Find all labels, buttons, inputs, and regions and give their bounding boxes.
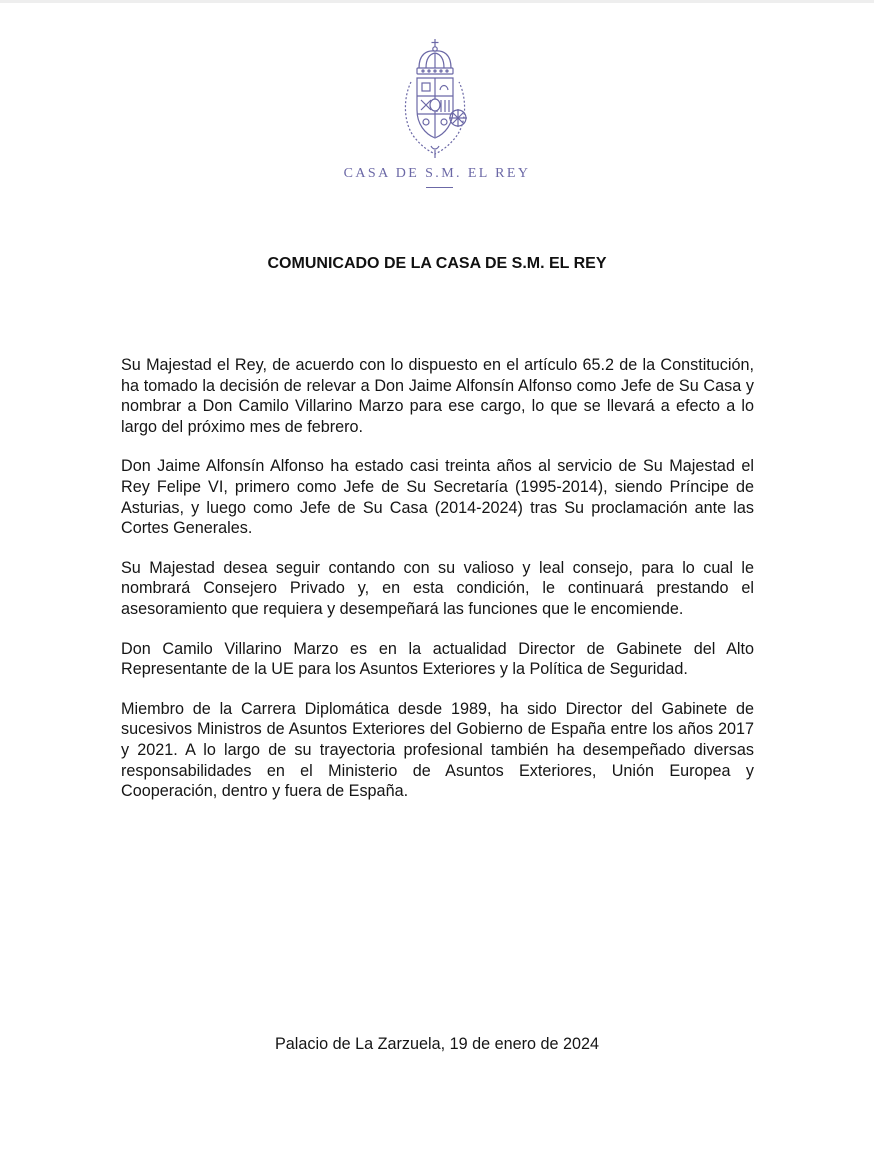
- document-body: [121, 355, 754, 821]
- paragraph-appointment: Su Majestad el Rey, de acuerdo con lo dispuesto en el artículo 65.2 de la Constitución, ha tomado la decisión de relevar a Don Jaime Alfonsín Alfonso como Jefe de Su Casa y nombrar a Don Camilo Villarino Marzo para ese cargo, lo que se llevará a efecto a lo largo del próximo mes de febrero.: [121, 356, 754, 436]
- royal-coat-of-arms-icon: [397, 38, 473, 160]
- house-name-underline: [426, 187, 453, 188]
- document-title: COMUNICADO DE LA CASA DE S.M. EL REY: [267, 255, 607, 272]
- house-name: CASA DE S.M. EL REY: [343, 166, 531, 181]
- paragraph-villarino-career: Miembro de la Carrera Diplomática desde 1989, ha sido Director del Gabinete de sucesivos Ministros de Asuntos Exteriores del Gobierno de España entre los años 2017 y 2021. A lo largo de su trayectoria profesional también ha desempeñado diversas responsabilidades en el Ministerio de Asuntos Exteriores, Unión Europea y Cooperación, dentro y fuera de España.: [121, 699, 754, 801]
- place-and-date: Palacio de La Zarzuela, 19 de enero de 2024: [275, 1035, 599, 1053]
- paragraph-villarino-position: Don Camilo Villarino Marzo es en la actualidad Director de Gabinete del Alto Representante de la UE para los Asuntos Exteriores y la Política de Seguridad.: [121, 639, 754, 679]
- page-top-edge: [0, 0, 874, 3]
- paragraph-private-counselor: Su Majestad desea seguir contando con su valioso y leal consejo, para lo cual le nombrará Consejero Privado y, en esta condición, le continuará prestando el asesoramiento que requiera y desempeñará las funciones que le encomiende.: [121, 558, 754, 618]
- paragraph-alfonsin-career: Don Jaime Alfonsín Alfonso ha estado casi treinta años al servicio de Su Majestad el Rey Felipe VI, primero como Jefe de Su Secretaría (1995-2014), siendo Príncipe de Asturias, y luego como Jefe de Su Casa (2014-2024) tras Su proclamación ante las Cortes Generales.: [121, 457, 754, 538]
